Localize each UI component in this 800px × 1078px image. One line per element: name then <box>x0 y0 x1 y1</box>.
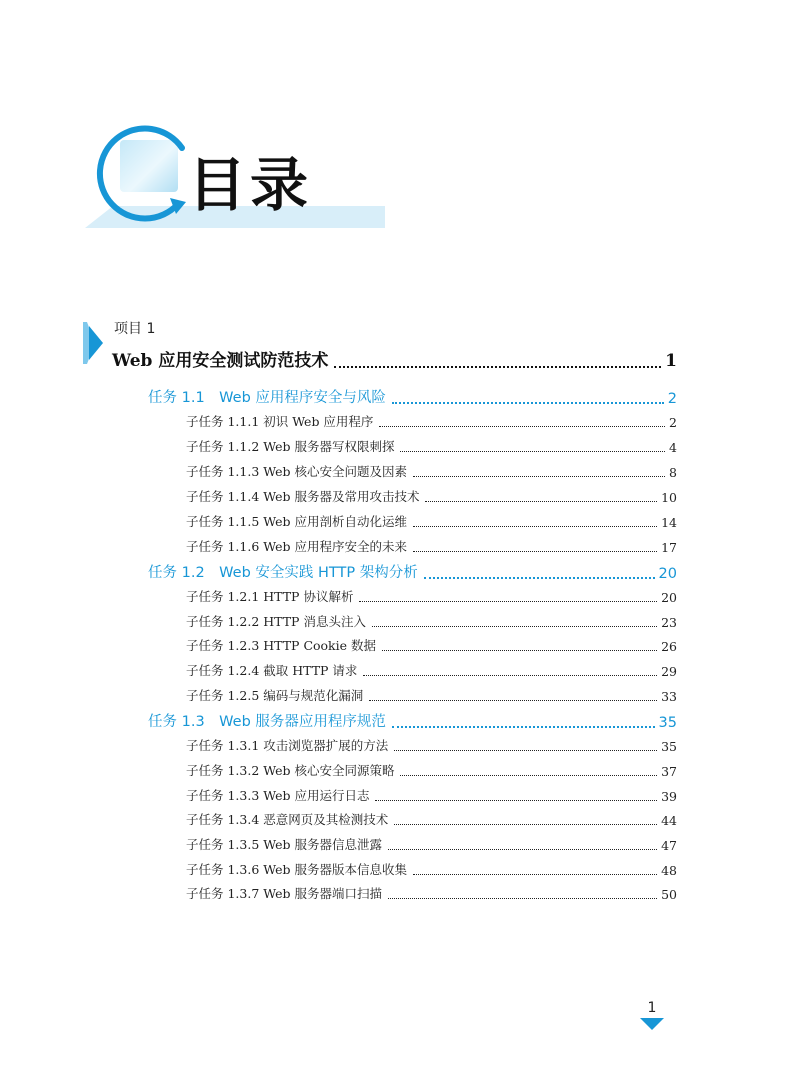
dot-leader <box>375 799 657 801</box>
dot-leader <box>359 600 657 602</box>
toc-subtask-row[interactable] <box>186 412 677 430</box>
dot-leader <box>400 450 665 452</box>
toc-subtask-row[interactable] <box>186 537 677 555</box>
toc-project-row[interactable] <box>112 346 677 371</box>
toc-subtask-title: 子任务 1.3.5 Web 服务器信息泄露 <box>186 837 382 852</box>
dot-leader <box>382 649 657 651</box>
dot-leader <box>413 525 657 527</box>
toc-subtask-title: 子任务 1.1.6 Web 应用程序安全的未来 <box>186 539 407 554</box>
toc-page-number: 14 <box>661 515 677 530</box>
toc-task-title: 任务 1.1 Web 应用程序安全与风险 <box>148 390 386 406</box>
toc-subtask-row[interactable] <box>186 736 677 754</box>
toc-subtask-title: 子任务 1.3.1 攻击浏览器扩展的方法 <box>186 738 389 753</box>
dot-leader <box>394 749 657 751</box>
toc-subtask-title: 子任务 1.1.5 Web 应用剖析自动化运维 <box>186 514 407 529</box>
toc-subtask-row[interactable] <box>186 686 677 704</box>
toc-subtask-title: 子任务 1.3.4 恶意网页及其检测技术 <box>186 812 389 827</box>
circular-arrow-icon <box>90 118 200 228</box>
toc-subtask-title: 子任务 1.3.3 Web 应用运行日志 <box>186 788 370 803</box>
toc-subtask-row[interactable] <box>186 612 677 630</box>
dot-leader <box>392 401 664 404</box>
toc-page-number: 23 <box>661 615 677 630</box>
toc-page-number: 35 <box>661 739 677 754</box>
toc-subtask-row[interactable] <box>186 661 677 679</box>
toc-subtask-title: 子任务 1.1.2 Web 服务器写权限刺探 <box>186 439 395 454</box>
toc-page-number: 39 <box>661 789 677 804</box>
project-label: 项目 1 <box>114 321 156 337</box>
dot-leader <box>425 500 657 502</box>
toc-project-title: Web 应用安全测试防范技术 <box>112 351 329 371</box>
dot-leader <box>413 475 665 477</box>
dot-leader <box>334 365 661 368</box>
toc-subtask-row[interactable] <box>186 512 677 530</box>
toc-subtask-title: 子任务 1.3.7 Web 服务器端口扫描 <box>186 886 382 901</box>
toc-page-number: 1 <box>665 351 677 371</box>
page-title: 目录 <box>188 151 313 219</box>
dot-leader <box>413 550 657 552</box>
toc-page-number: 35 <box>658 715 677 731</box>
toc-task-row[interactable] <box>148 710 677 731</box>
dot-leader <box>388 848 657 850</box>
dot-leader <box>400 774 657 776</box>
toc-page-number: 50 <box>661 887 677 902</box>
dot-leader <box>392 725 655 728</box>
toc-subtask-title: 子任务 1.2.3 HTTP Cookie 数据 <box>186 638 377 653</box>
toc-page-number: 20 <box>658 566 677 582</box>
toc-subtask-title: 子任务 1.2.2 HTTP 消息头注入 <box>186 614 366 629</box>
toc-subtask-title: 子任务 1.1.4 Web 服务器及常用攻击技术 <box>186 489 420 504</box>
toc-page-number: 48 <box>661 863 677 878</box>
toc-task-title: 任务 1.2 Web 安全实践 HTTP 架构分析 <box>148 565 418 581</box>
toc-subtask-row[interactable] <box>186 487 677 505</box>
toc-subtask-row[interactable] <box>186 587 677 605</box>
dot-leader <box>363 674 657 676</box>
toc-subtask-row[interactable] <box>186 437 677 455</box>
toc-subtask-title: 子任务 1.2.4 截取 HTTP 请求 <box>186 663 358 678</box>
dot-leader <box>372 625 657 627</box>
toc-page-number: 2 <box>667 391 677 407</box>
dot-leader <box>413 873 657 875</box>
toc-page-number: 44 <box>661 813 677 828</box>
toc-page-number: 8 <box>669 465 677 480</box>
toc-page-number: 29 <box>661 664 677 679</box>
toc-subtask-row[interactable] <box>186 835 677 853</box>
toc-subtask-row[interactable] <box>186 636 677 654</box>
toc-subtask-title: 子任务 1.3.2 Web 核心安全同源策略 <box>186 763 395 778</box>
toc-page-number: 2 <box>669 415 677 430</box>
toc-page-number: 47 <box>661 838 677 853</box>
toc-page-number: 37 <box>661 764 677 779</box>
toc-page-number: 33 <box>661 689 677 704</box>
toc-subtask-title: 子任务 1.2.5 编码与规范化漏洞 <box>186 688 364 703</box>
toc-subtask-row[interactable] <box>186 761 677 779</box>
toc-page-number: 4 <box>669 440 677 455</box>
dot-leader <box>388 897 657 899</box>
toc-subtask-title: 子任务 1.1.3 Web 核心安全问题及因素 <box>186 464 407 479</box>
toc-subtask-title: 子任务 1.1.1 初识 Web 应用程序 <box>186 414 374 429</box>
dot-leader <box>424 576 655 579</box>
toc-page-number: 10 <box>661 490 677 505</box>
project-marker-icon <box>83 322 103 364</box>
toc-task-row[interactable] <box>148 561 677 582</box>
footer-page-number: 1 <box>647 1000 657 1016</box>
toc-subtask-row[interactable] <box>186 462 677 480</box>
toc-subtask-title: 子任务 1.2.1 HTTP 协议解析 <box>186 589 354 604</box>
toc-subtask-row[interactable] <box>186 860 677 878</box>
down-triangle-icon <box>640 1018 664 1030</box>
dot-leader <box>394 823 657 825</box>
toc-task-row[interactable] <box>148 386 677 407</box>
toc-subtask-row[interactable] <box>186 810 677 828</box>
toc-subtask-title: 子任务 1.3.6 Web 服务器版本信息收集 <box>186 862 407 877</box>
toc-subtask-row[interactable] <box>186 786 677 804</box>
dot-leader <box>369 699 657 701</box>
toc-task-title: 任务 1.3 Web 服务器应用程序规范 <box>148 714 386 730</box>
toc-page-number: 20 <box>661 590 677 605</box>
toc-page-number: 26 <box>661 639 677 654</box>
toc-page-number: 17 <box>661 540 677 555</box>
dot-leader <box>379 425 665 427</box>
toc-subtask-row[interactable] <box>186 884 677 902</box>
